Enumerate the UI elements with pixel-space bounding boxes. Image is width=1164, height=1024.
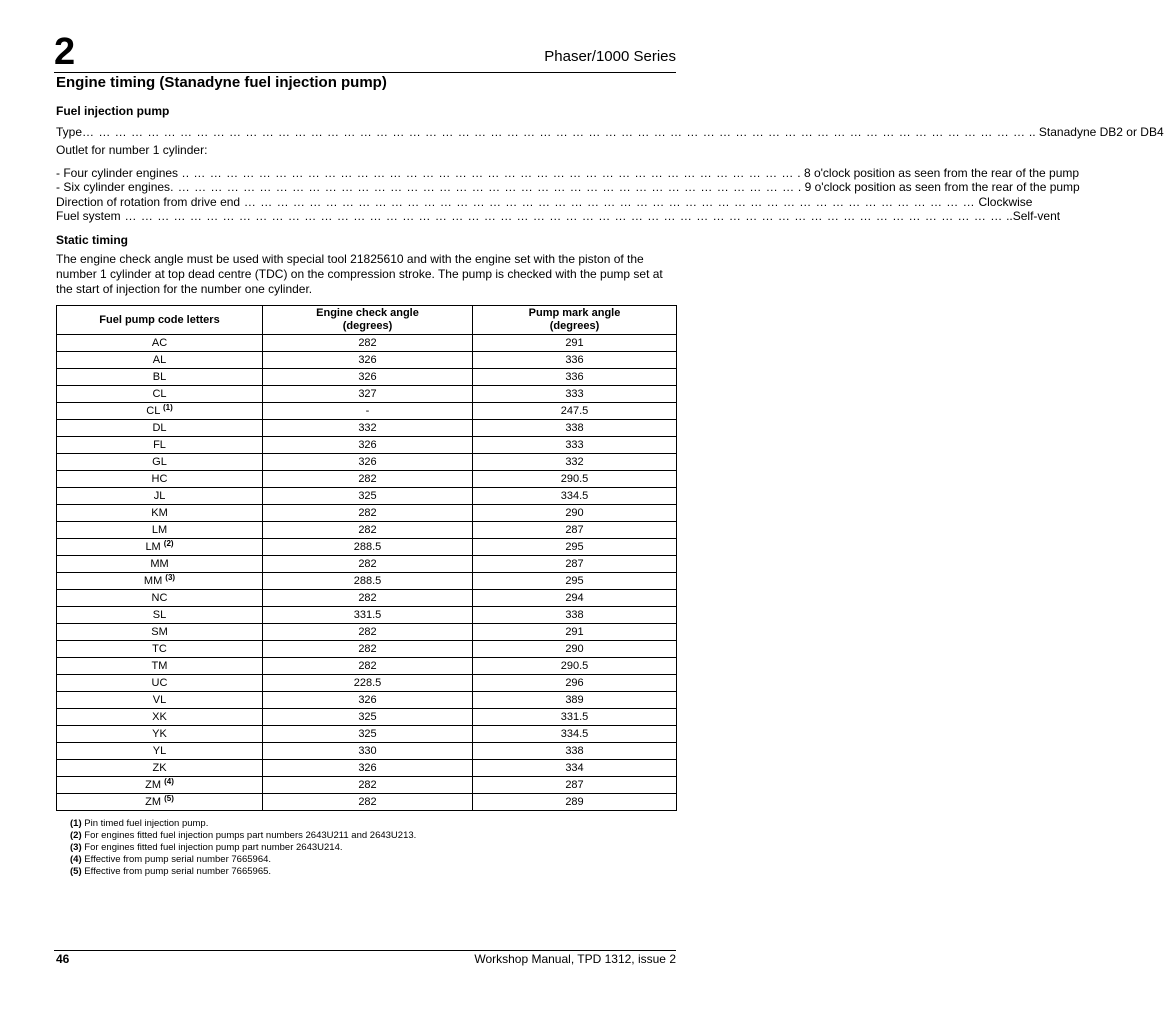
cell-check-angle: 325 [263,726,473,743]
leader-dots: … … … … … … … … … … … … … … … … … … … … … … … … … … … … … … … … … … … … … … … … … … … … … … … … … … … … … … … … … … [82,125,1026,139]
chapter-number: 2 [54,31,76,73]
cell-code: AL [57,352,263,369]
cell-mark-angle: 338 [473,420,677,437]
cell-check-angle: 282 [263,777,473,794]
cell-mark-angle: 334.5 [473,488,677,505]
footnote-ref: (5) [164,793,174,803]
spec-type-value: .. Stanadyne DB2 or DB4 [1025,125,1164,139]
cell-check-angle: 288.5 [263,539,473,556]
footnote-ref: (4) [164,776,174,786]
cell-check-angle: 326 [263,454,473,471]
spec-six-cylinder [56,180,1080,194]
spec-four-cylinder-value: . 8 o'clock position as seen from the rear of the pump [793,166,1080,180]
table-row [57,641,677,658]
footnote-ref: (1) [162,402,173,412]
cell-code: MM [57,556,263,573]
cell-code: FL [57,437,263,454]
table-row [57,403,677,420]
leader-dots: .. … … … … … … … … … … … … … … … … … … … … … … … … … … … … … … … … … … … … … [178,166,794,180]
cell-check-angle: 282 [263,794,473,811]
cell-mark-angle: 295 [473,539,677,556]
cell-mark-angle: 336 [473,369,677,386]
table-row [57,743,677,760]
cell-check-angle: 326 [263,352,473,369]
table-row [57,471,677,488]
spec-type [56,125,1164,139]
cell-code: SL [57,607,263,624]
cell-code: ZK [57,760,263,777]
cell-code: YK [57,726,263,743]
cell-code: NC [57,590,263,607]
footnote: (5) Effective from pump serial number 7665965. [70,866,272,877]
cell-check-angle: 332 [263,420,473,437]
spec-type-label: Type [56,125,83,139]
cell-mark-angle: 295 [473,573,677,590]
cell-code: ZM $^{(4)}$ [57,777,263,794]
cell-code: LM [57,522,263,539]
cell-check-angle: 331.5 [263,607,473,624]
table-row [57,369,677,386]
cell-check-angle: 282 [263,335,473,352]
table-row [57,522,677,539]
table-row [57,624,677,641]
manual-reference: Workshop Manual, TPD 1312, issue 2 [474,952,676,966]
table-row [57,726,677,743]
cell-mark-angle: 334.5 [473,726,677,743]
cell-check-angle: 288.5 [263,573,473,590]
table-row [57,675,677,692]
cell-mark-angle: 291 [473,624,677,641]
cell-code: JL [57,488,263,505]
cell-code: GL [57,454,263,471]
static-timing-paragraph: The engine check angle must be used with special tool 21825610 and with the engine set with the piston of the number 1 cylinder at top dead centre (TDC) on the compression stroke. The pump is checked with the pump set at the start of injection for the number one cylinder. [56,252,663,297]
cell-mark-angle: 338 [473,607,677,624]
table-row [57,386,677,403]
cell-code: SM [57,624,263,641]
table-row [57,505,677,522]
page-title: Engine timing (Stanadyne fuel injection pump) [56,74,387,91]
table-row [57,573,677,590]
timing-table [56,305,677,811]
leader-dots: . … … … … … … … … … … … … … … … … … … … … … … … … … … … … … … … … … … … … … … [170,180,795,194]
footer-rule [54,950,676,951]
cell-mark-angle: 294 [473,590,677,607]
cell-check-angle: 327 [263,386,473,403]
spec-rotation-value: Clockwise [978,195,1033,209]
cell-mark-angle: 331.5 [473,709,677,726]
cell-check-angle: 282 [263,641,473,658]
table-row [57,590,677,607]
cell-check-angle: 282 [263,590,473,607]
cell-check-angle: 282 [263,658,473,675]
table-row [57,760,677,777]
footnote: (1) Pin timed fuel injection pump. [70,818,209,829]
table-row [57,777,677,794]
cell-mark-angle: 296 [473,675,677,692]
spec-six-cylinder-label: - Six cylinder engines [56,180,171,194]
cell-mark-angle: 287 [473,556,677,573]
table-row [57,556,677,573]
cell-check-angle: 282 [263,556,473,573]
table-header-row [57,306,677,335]
spec-rotation [56,195,1033,209]
table-row [57,437,677,454]
table-row [57,658,677,675]
cell-code: UC [57,675,263,692]
table-row [57,420,677,437]
cell-mark-angle: 389 [473,692,677,709]
cell-mark-angle: 334 [473,760,677,777]
cell-mark-angle: 338 [473,743,677,760]
col-header-code: Fuel pump code letters [57,306,263,335]
cell-check-angle: 282 [263,624,473,641]
table-row [57,692,677,709]
cell-check-angle: 326 [263,437,473,454]
cell-code: TM [57,658,263,675]
cell-mark-angle: 287 [473,777,677,794]
cell-mark-angle: 289 [473,794,677,811]
cell-mark-angle: 332 [473,454,677,471]
cell-mark-angle: 291 [473,335,677,352]
spec-fuel-system-value: ..Self-vent [1002,209,1061,223]
cell-code: CL [57,386,263,403]
footnote: (2) For engines fitted fuel injection pumps part numbers 2643U211 and 2643U213. [70,830,417,841]
cell-mark-angle: 247.5 [473,403,677,420]
table-row [57,607,677,624]
cell-check-angle: 325 [263,488,473,505]
header-rule [54,72,676,73]
cell-check-angle: 282 [263,522,473,539]
table-row [57,335,677,352]
leader-dots: … … … … … … … … … … … … … … … … … … … … … … … … … … … … … … … … … … … … … … … … … … … … … [240,195,976,209]
cell-mark-angle: 290 [473,641,677,658]
cell-code: KM [57,505,263,522]
spec-fuel-system-label: Fuel system [56,209,121,223]
table-row [57,709,677,726]
cell-mark-angle: 333 [473,437,677,454]
cell-mark-angle: 287 [473,522,677,539]
footnote-ref: (2) [163,538,174,548]
cell-code: ZM $^{(5)}$ [57,794,263,811]
col-header-check: Engine check angle (degrees) [263,306,473,335]
footnote: (3) For engines fitted fuel injection pump part number 2643U214. [70,842,343,853]
cell-code: YL [57,743,263,760]
footnotes [70,818,416,878]
cell-check-angle: - [263,403,473,420]
leader-dots: … … … … … … … … … … … … … … … … … … … … … … … … … … … … … … … … … … … … … … … … … … … … … … … … … … … … … … [120,209,1003,223]
footnote: (4) Effective from pump serial number 7665964. [70,854,272,865]
static-timing-heading: Static timing [56,233,129,247]
table-row [57,539,677,556]
cell-code: LM $^{(2)}$ [57,539,263,556]
cell-check-angle: 325 [263,709,473,726]
cell-code: TC [57,641,263,658]
spec-four-cylinder [56,166,1080,180]
cell-check-angle: 326 [263,369,473,386]
cell-code: VL [57,692,263,709]
cell-code: DL [57,420,263,437]
footnote-ref: (3) [165,572,176,582]
table-row [57,794,677,811]
page-number: 46 [56,952,70,966]
table-row [57,488,677,505]
spec-outlet-label: Outlet for number 1 cylinder: [56,143,208,157]
cell-code: AC [57,335,263,352]
spec-four-cylinder-label: - Four cylinder engines [56,166,179,180]
fuel-injection-pump-heading: Fuel injection pump [56,104,170,118]
cell-mark-angle: 336 [473,352,677,369]
cell-code: XK [57,709,263,726]
spec-six-cylinder-value: . 9 o'clock position as seen from the rear of the pump [794,180,1080,194]
cell-code: HC [57,471,263,488]
cell-code: CL $^{(1)}$ [57,403,263,420]
cell-mark-angle: 290.5 [473,471,677,488]
cell-mark-angle: 290 [473,505,677,522]
cell-check-angle: 282 [263,505,473,522]
cell-check-angle: 326 [263,760,473,777]
series-name: Phaser/1000 Series [544,48,676,65]
cell-code: MM $^{(3)}$ [57,573,263,590]
spec-fuel-system [56,209,1061,223]
cell-check-angle: 228.5 [263,675,473,692]
cell-check-angle: 326 [263,692,473,709]
cell-mark-angle: 333 [473,386,677,403]
cell-check-angle: 282 [263,471,473,488]
col-header-mark: Pump mark angle (degrees) [473,306,677,335]
cell-code: BL [57,369,263,386]
spec-rotation-label: Direction of rotation from drive end [56,195,241,209]
cell-mark-angle: 290.5 [473,658,677,675]
table-row [57,454,677,471]
table-row [57,352,677,369]
cell-check-angle: 330 [263,743,473,760]
